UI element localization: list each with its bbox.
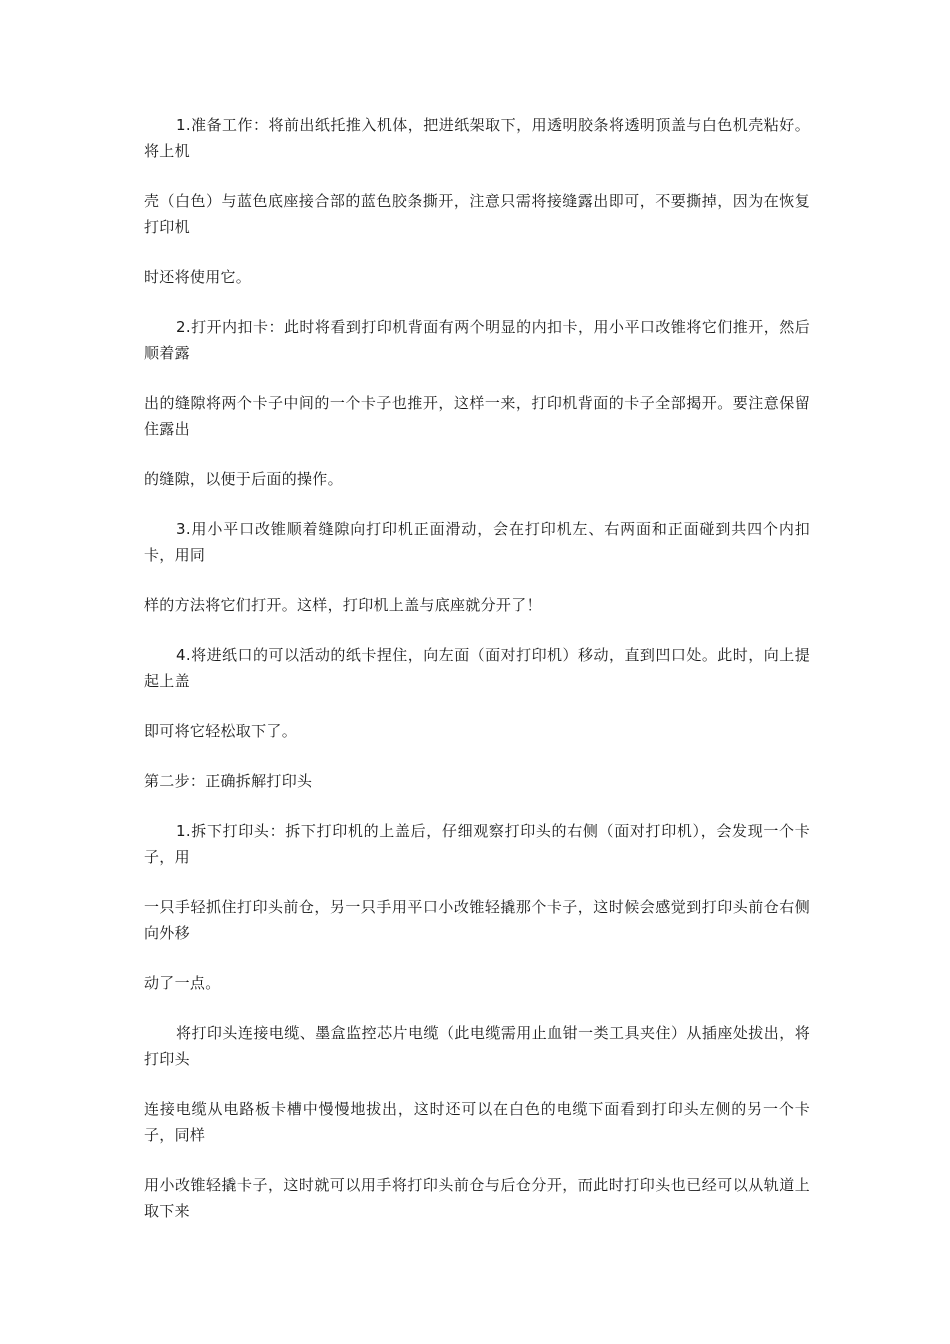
paragraph: 1.拆下打印头：拆下打印机的上盖后，仔细观察打印头的右侧（面对打印机），会发现一个卡子，用 [144, 822, 810, 866]
paragraph: 时还将使用它。 [144, 268, 252, 286]
paragraph: 一只手轻抓住打印头前仓，另一只手用平口小改锥轻撬那个卡子，这时候会感觉到打印头前仓右侧向外移 [144, 898, 810, 942]
paragraph: 连接电缆从电路板卡槽中慢慢地拔出，这时还可以在白色的电缆下面看到打印头左侧的另一个卡子，同样 [144, 1100, 810, 1144]
paragraph: 2.打开内扣卡：此时将看到打印机背面有两个明显的内扣卡，用小平口改锥将它们推开，然后顺着露 [144, 318, 810, 362]
paragraph: 出的缝隙将两个卡子中间的一个卡子也推开，这样一来，打印机背面的卡子全部揭开。要注意保留住露出 [144, 394, 810, 438]
paragraph: 4.将进纸口的可以活动的纸卡捏住，向左面（面对打印机）移动，直到凹口处。此时，向上提起上盖 [144, 646, 810, 690]
paragraph: 动了一点。 [144, 974, 221, 992]
paragraph: 样的方法将它们打开。这样，打印机上盖与底座就分开了！ [144, 596, 542, 614]
paragraph: 3.用小平口改锥顺着缝隙向打印机正面滑动，会在打印机左、右两面和正面碰到共四个内扣卡，用同 [144, 520, 810, 564]
section-heading: 第二步：正确拆解打印头 [144, 772, 313, 790]
paragraph: 壳（白色）与蓝色底座接合部的蓝色胶条撕开，注意只需将接缝露出即可，不要撕掉，因为在恢复打印机 [144, 192, 810, 236]
paragraph: 用小改锥轻撬卡子，这时就可以用手将打印头前仓与后仓分开，而此时打印头也已经可以从轨道上取下来 [144, 1176, 810, 1220]
paragraph: 的缝隙，以便于后面的操作。 [144, 470, 343, 488]
paragraph: 1.准备工作：将前出纸托推入机体，把进纸架取下，用透明胶条将透明顶盖与白色机壳粘好。将上机 [144, 116, 810, 160]
document-page [144, 112, 810, 1248]
paragraph: 即可将它轻松取下了。 [144, 722, 298, 740]
paragraph: 将打印头连接电缆、墨盒监控芯片电缆（此电缆需用止血钳一类工具夹住）从插座处拔出，将打印头 [144, 1024, 810, 1068]
